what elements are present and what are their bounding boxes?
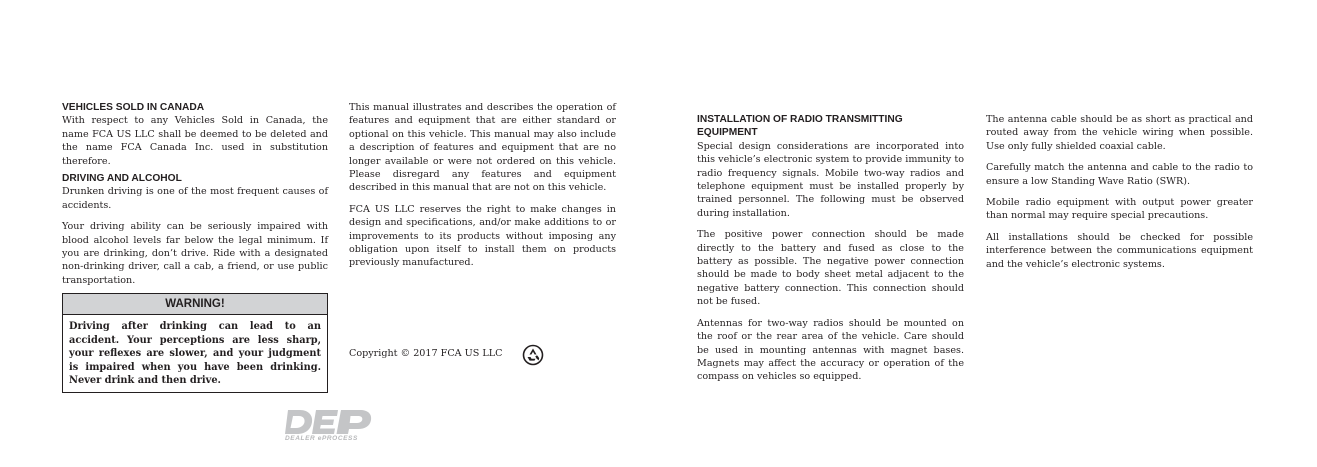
paragraph: The positive power connection should be made directly to the battery and fused as close to the battery as possible. The negative power connection should be made to body sheet metal adjacent to the negative battery connection. This connection should not be fused.: [697, 229, 964, 308]
copyright-notice: Copyright © 2017 FCA US LLC: [349, 348, 503, 359]
right-column-2: [986, 113, 1253, 279]
paragraph: Your driving ability can be seriously impaired with blood alcohol levels far below the legal minimum. If you are drinking, don’t drive. Ride with a designated non-drinking driver, call a cab, a friend, or use public transportation.: [62, 221, 328, 286]
warning-text: Driving after drinking can lead to an accident. Your perceptions are less sharp, your reflexes are slower, and your judgment is impaired when you have been drinking. Never drink and then drive.: [69, 321, 321, 386]
paragraph: Carefully match the antenna and cable to the radio to ensure a low Standing Wave Ratio (SWR).: [986, 162, 1253, 187]
paragraph: All installations should be checked for possible interference between the communications equipment and the vehicle’s electronic systems.: [986, 231, 1253, 270]
paragraph: FCA US LLC reserves the right to make changes in design and specifications, and/or make additions to or improvements to its products without imposing any obligation upon itself to install them on products previously manufactured.: [349, 203, 616, 269]
paragraph: Antennas for two-way radios should be mounted on the roof or the rear area of the vehicle. Care should be used in mounting antennas with magnet bases. Magnets may affect the accuracy or operation of the compass on vehicles so equipped.: [697, 317, 964, 383]
paragraph: Mobile radio equipment with output power greater than normal may require special precautions.: [986, 197, 1253, 222]
section-heading-radio-transmitting: INSTALLATION OF RADIO TRANSMITTING EQUIPMENT: [697, 114, 903, 139]
paragraph: With respect to any Vehicles Sold in Canada, the name FCA US LLC shall be deemed to be deleted and the name FCA Canada Inc. used in substitution therefore.: [62, 115, 328, 167]
paragraph: Special design considerations are incorporated into this vehicle’s electronic system to provide immunity to radio frequency signals. Mobile two-way radios and telephone equipment must be installed properly by trained personnel. The following must be observed during installation.: [697, 140, 964, 219]
warning-title: WARNING!: [63, 294, 327, 315]
paragraph: Drunken driving is one of the most frequent causes of accidents.: [62, 186, 328, 211]
middle-column: [349, 101, 616, 278]
left-column: [62, 101, 328, 393]
paragraph: The antenna cable should be as short as practical and routed away from the vehicle wiring when possible. Use only fully shielded coaxial cable.: [986, 114, 1253, 152]
section-heading-driving-and-alcohol: DRIVING AND ALCOHOL: [62, 173, 182, 185]
paragraph: This manual illustrates and describes the operation of features and equipment that are either standard or optional on this vehicle. This manual may also include a description of features and equipment that are no longer available or were not ordered on this vehicle. Please disregard any features and equipment described in this manual that are not on this vehicle.: [349, 102, 616, 194]
dealer-eprocess-text: DEALER ePROCESS: [285, 435, 358, 442]
recycle-icon: [522, 344, 544, 366]
right-column-1: [697, 113, 964, 392]
section-heading-vehicles-sold-in-canada: VEHICLES SOLD IN CANADA: [62, 102, 205, 113]
warning-box: [62, 293, 328, 393]
